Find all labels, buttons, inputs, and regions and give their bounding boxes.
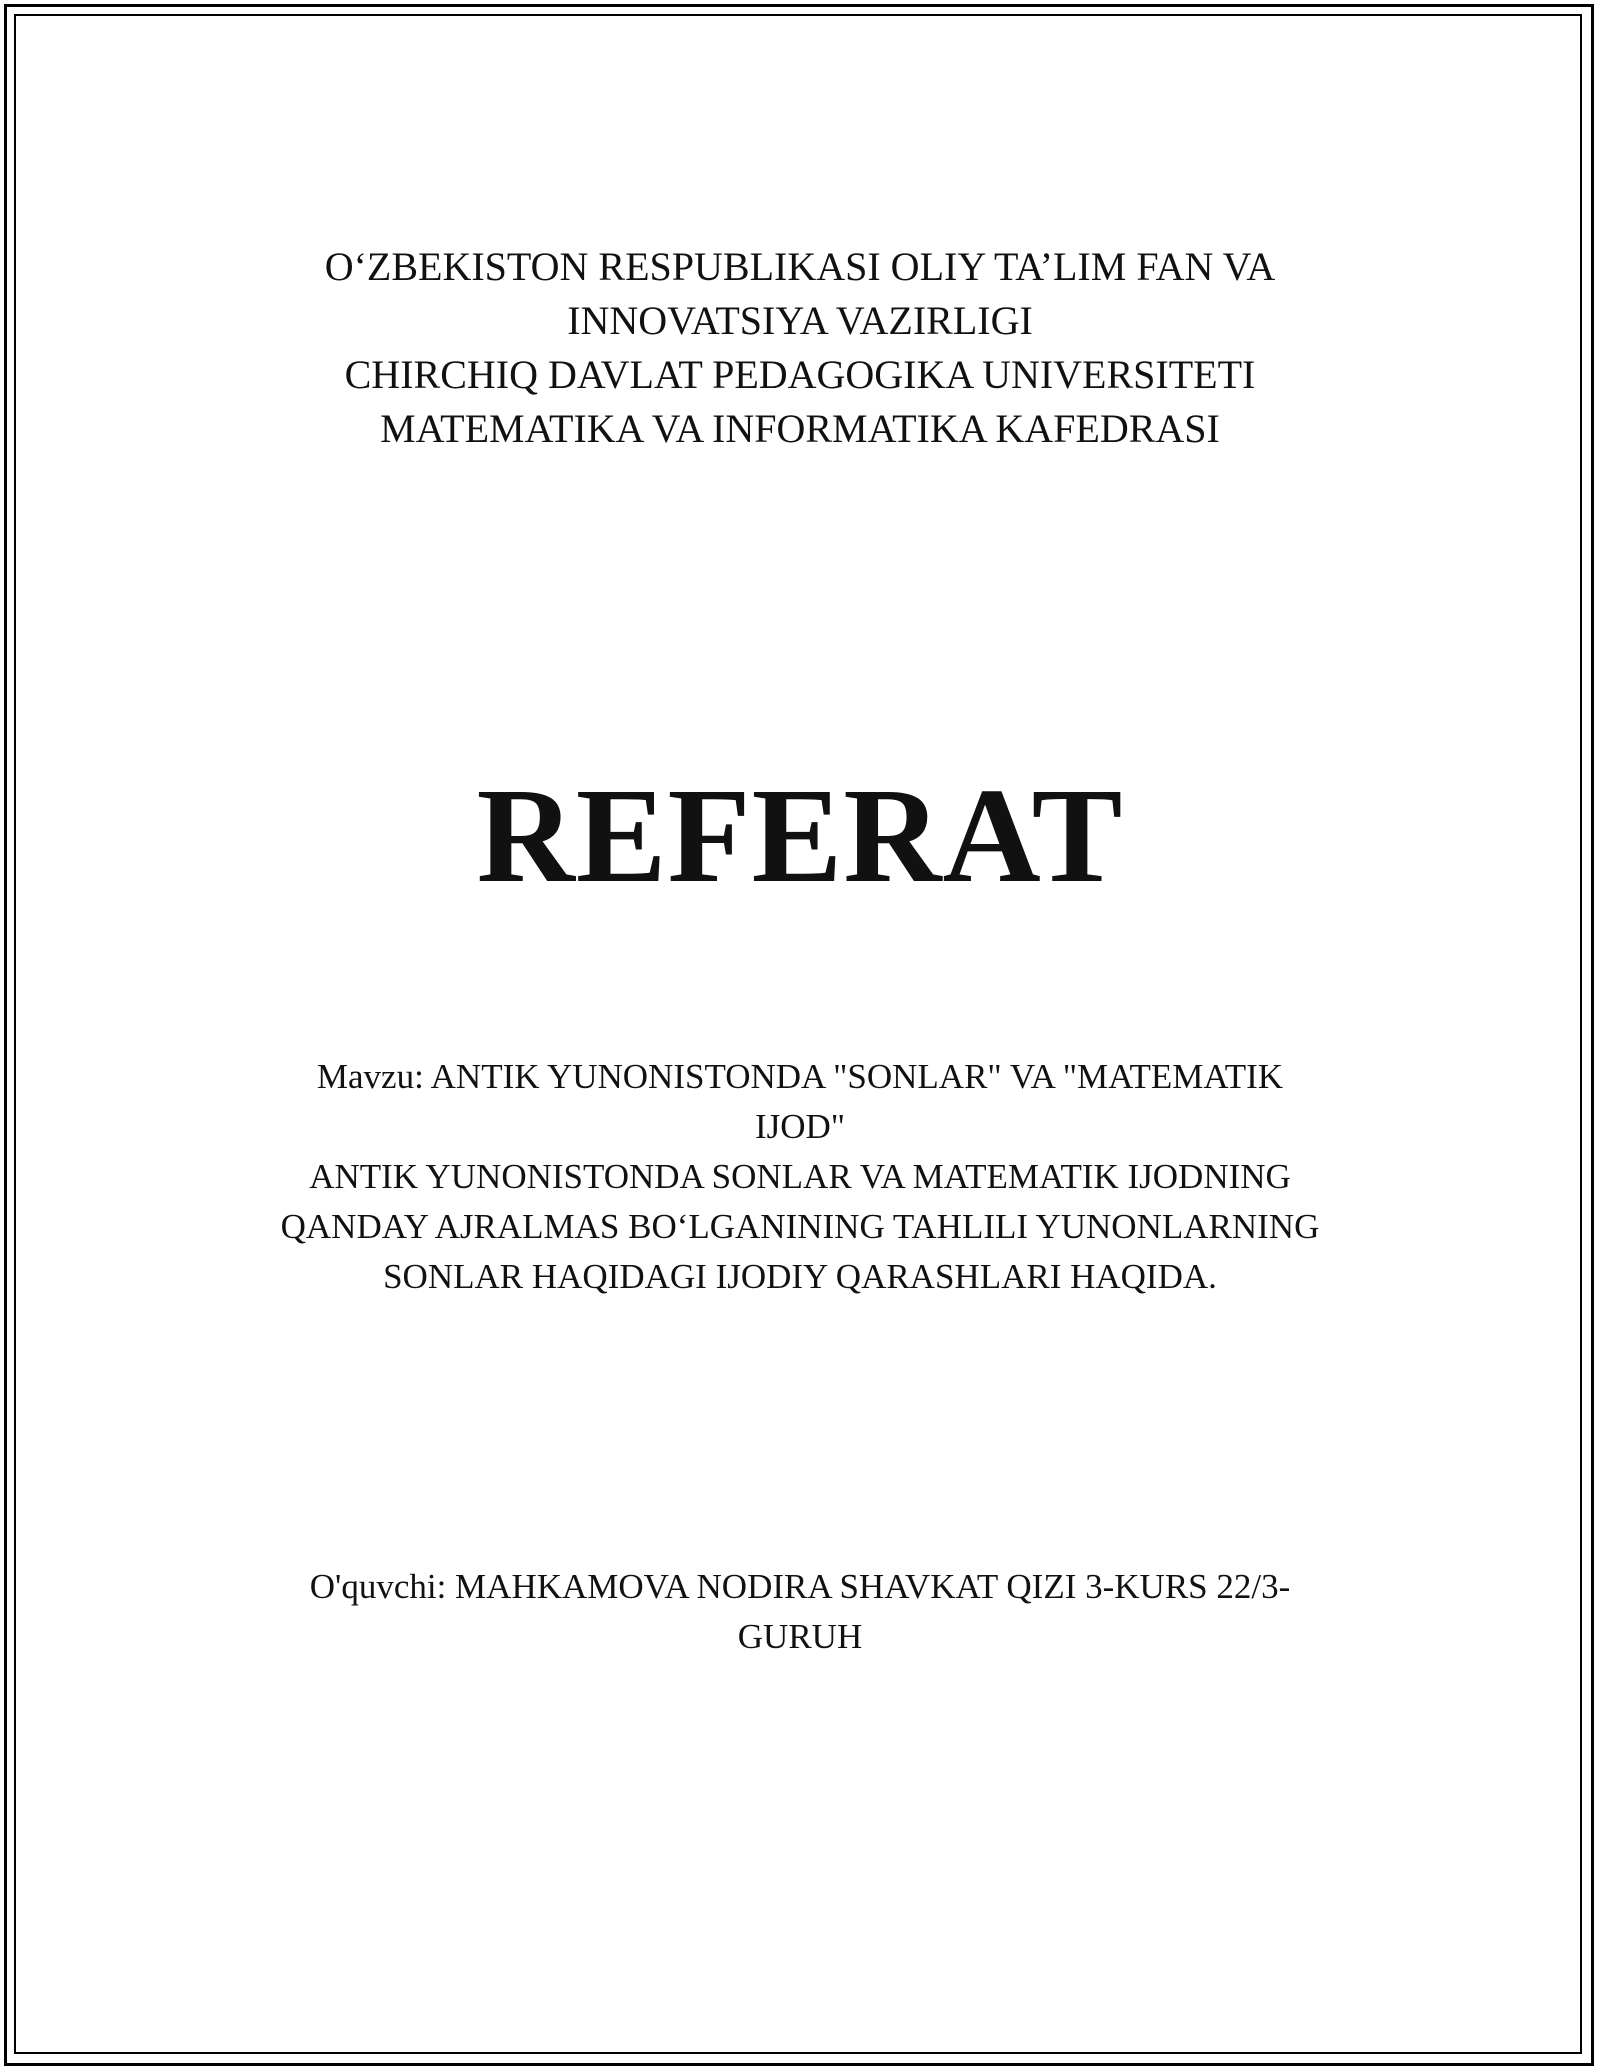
student-line: O'quvchi: MAHKAMOVA NODIRA SHAVKAT QIZI 3-KURS 22/3- <box>309 1567 1291 1606</box>
student-info <box>0 1562 1600 1662</box>
topic-line: QANDAY AJRALMAS BO‘LGANINING TAHLILI YUNONLARNING <box>280 1207 1320 1246</box>
topic-line: Mavzu: ANTIK YUNONISTONDA "SONLAR" VA "MATEMATIK <box>316 1057 1284 1096</box>
topic-line: ANTIK YUNONISTONDA SONLAR VA MATEMATIK IJODNING <box>309 1157 1291 1196</box>
topic-line: SONLAR HAQIDAGI IJODIY QARASHLARI HAQIDA. <box>383 1257 1217 1296</box>
topic-block <box>0 1052 1600 1302</box>
header-line: CHIRCHIQ DAVLAT PEDAGOGIKA UNIVERSITETI <box>344 352 1256 397</box>
header-line: INNOVATSIYA VAZIRLIGI <box>567 298 1033 343</box>
topic-line: IJOD" <box>754 1107 846 1146</box>
document-title: REFERAT <box>476 761 1124 911</box>
institution-header <box>0 240 1600 456</box>
student-line: GURUH <box>737 1617 863 1656</box>
header-line: O‘ZBEKISTON RESPUBLIKASI OLIY TA’LIM FAN VA <box>324 244 1276 289</box>
header-line: MATEMATIKA VA INFORMATIKA KAFEDRASI <box>380 406 1220 451</box>
